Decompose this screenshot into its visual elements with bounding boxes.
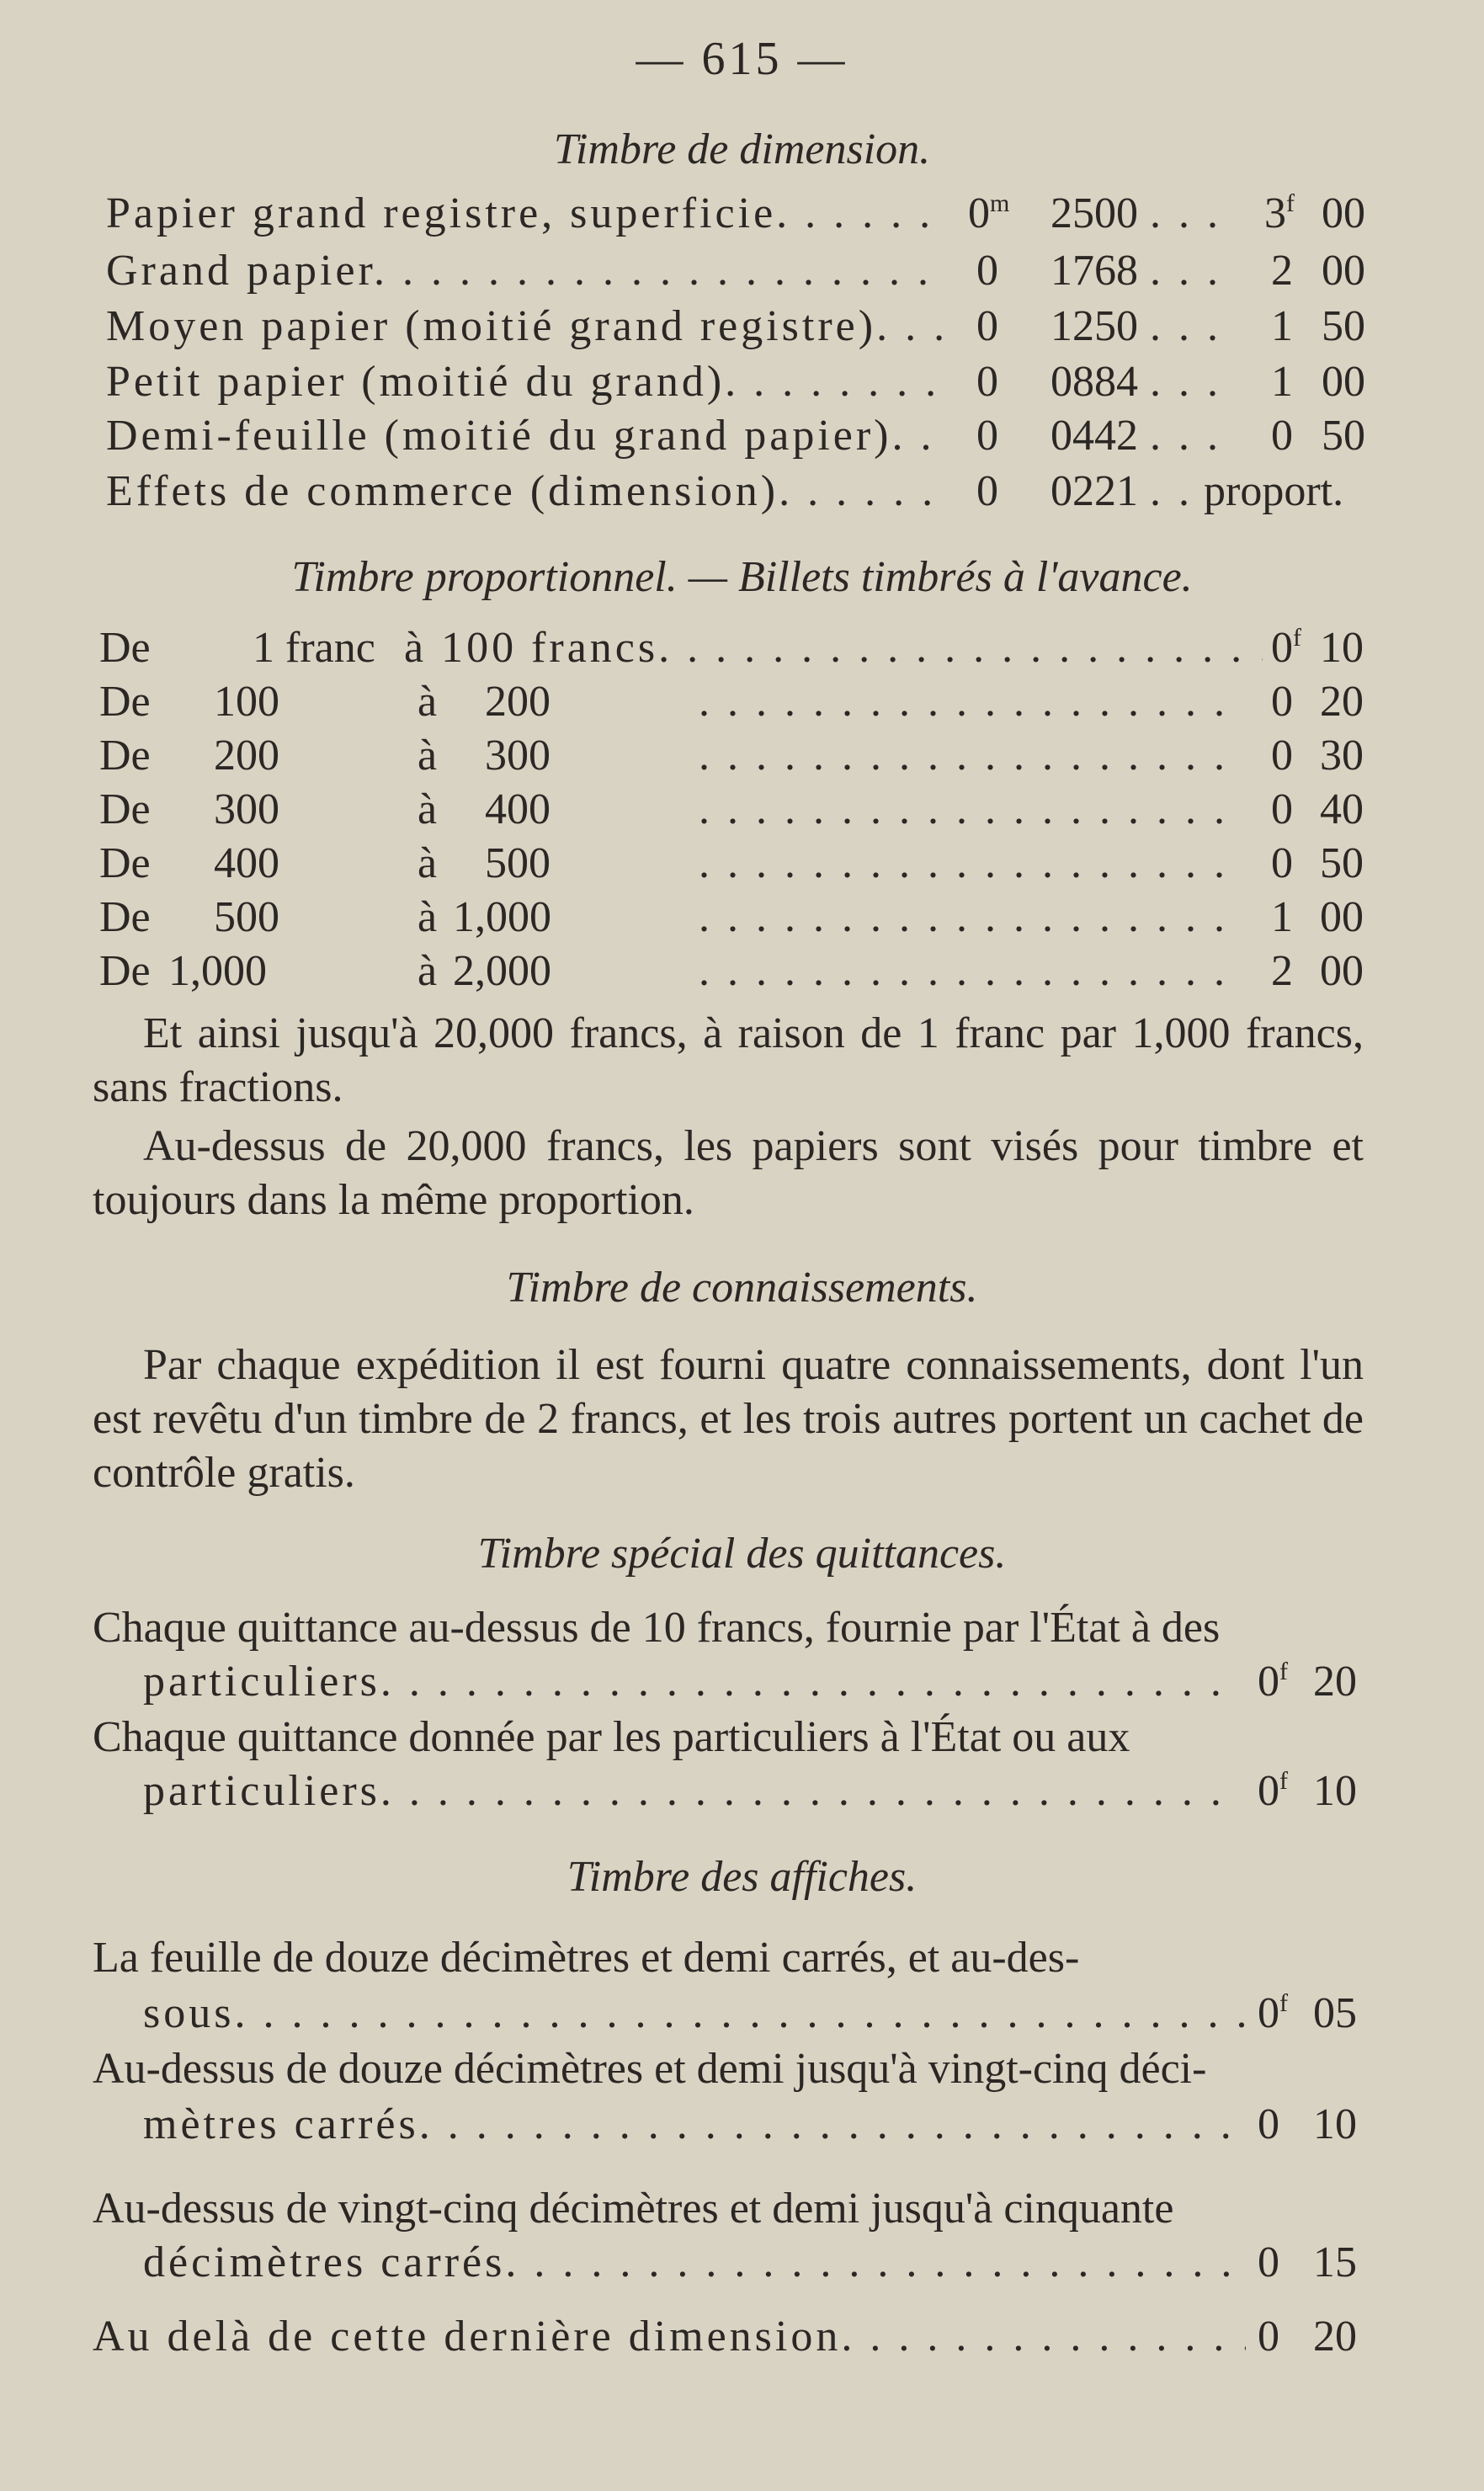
row-label: Demi-feuille (moitié du grand papier) . . . — [106, 409, 948, 463]
quittance-line — [0, 1601, 1484, 1655]
price-dec: 50 — [1322, 412, 1365, 460]
price-int: 0 — [1271, 624, 1293, 672]
de-word: De — [99, 732, 151, 780]
heading-timbre-connaissements: Timbre de connaissements. — [506, 1264, 978, 1312]
price-int: 1 — [1271, 893, 1293, 941]
price-int: 1 — [1271, 302, 1293, 350]
to-amount: 300 — [485, 732, 551, 780]
price-dec: 15 — [1313, 2238, 1357, 2286]
tariff-row — [0, 621, 1484, 675]
row-label: Petit papier (moitié du grand) . . . — [106, 355, 948, 409]
price-unit: f — [1293, 624, 1301, 652]
price-dec: 00 — [1322, 189, 1365, 237]
paragraph-au-dessus: Au-dessus de 20,000 francs, les papiers sont visés pour timbre et toujours dans la même proportion. — [93, 1122, 1364, 1224]
size-int: 0 — [976, 247, 998, 295]
tariff-row — [0, 945, 1484, 998]
price-int: 0 — [1271, 732, 1293, 780]
heading-timbre-quittances: Timbre spécial des quittances. — [477, 1530, 1007, 1578]
paragraph-connaissements: Par chaque expédition il est fourni quatre connaissements, dont l'un est revêtu d'un timbre de 2 francs, et les trois autres portent un cachet de contrôle gratis. — [93, 1341, 1364, 1497]
heading-timbre-proportionnel: Timbre proportionnel. — Billets timbrés à l'avance. — [291, 553, 1193, 601]
quittance-line — [0, 1711, 1484, 1764]
de-word: De — [99, 678, 151, 726]
to-word: à — [404, 624, 428, 672]
dimension-row: Effets de commerce (dimension) . . . 0 0221 . . proport. — [0, 465, 1484, 519]
price-text: proport. — [1204, 467, 1344, 515]
price-dec: 00 — [1322, 358, 1365, 406]
size-int: 0 — [976, 358, 998, 406]
dimension-row: Petit papier (moitié du grand) . . . 0 0884 . . . 1 00 — [0, 355, 1484, 409]
size-dec: 2500 — [1051, 189, 1138, 237]
price-dec: 50 — [1320, 839, 1364, 887]
quittance-text: Chaque quittance au-dessus de 10 francs, fournie par l'État à des — [93, 1604, 1221, 1652]
row-label: Moyen papier (moitié grand registre) . . . — [106, 300, 948, 354]
from-amount: 300 — [214, 785, 279, 833]
price-dec: 10 — [1313, 1767, 1357, 1815]
affiche-last-label: Au delà de cette dernière dimension . . . — [93, 2310, 1246, 2364]
to-word: à — [418, 893, 438, 941]
price-int: 2 — [1271, 247, 1293, 295]
dimension-row: Demi-feuille (moitié du grand papier) . . . 0 0442 . . . 0 50 — [0, 409, 1484, 463]
de-word: De — [99, 893, 151, 941]
page-number: — 615 — — [636, 33, 848, 85]
price-dec: 30 — [1320, 732, 1364, 780]
price-int: 0 — [1258, 2313, 1279, 2361]
quittance-text: Chaque quittance donnée par les particuliers à l'État ou aux — [93, 1713, 1130, 1761]
quittance-line — [0, 1764, 1484, 1818]
affiche-continuation: sous . . . — [143, 1987, 1246, 2041]
size-dec: 0221 — [1051, 467, 1138, 515]
from-amount: 200 — [214, 732, 279, 780]
row-label: Grand papier . . . — [106, 244, 948, 298]
quittance-continuation: particuliers . . . — [143, 1764, 1237, 1818]
size-dec: 0884 — [1051, 358, 1138, 406]
price-unit: f — [1279, 1989, 1288, 2017]
affiche-text: La feuille de douze décimètres et demi carrés, et au-des- — [93, 1934, 1080, 1982]
tariff-row — [0, 729, 1484, 783]
to-word: à — [418, 678, 438, 726]
price-int: 0 — [1258, 2238, 1279, 2286]
size-int: 0 — [976, 302, 998, 350]
price-unit: f — [1286, 189, 1295, 217]
affiche-line — [0, 1987, 1484, 2041]
dimension-row: Moyen papier (moitié grand registre) . . . 0 1250 . . . 1 50 — [0, 300, 1484, 354]
row-label: Papier grand registre, superficie . . . — [106, 187, 948, 241]
affiche-text: Au-dessus de vingt-cinq décimètres et demi jusqu'à cinquante — [93, 2185, 1174, 2233]
price-int: 0 — [1258, 1658, 1279, 1706]
affiche-line — [0, 1931, 1484, 1985]
affiche-line — [0, 2236, 1484, 2290]
from-amount: 400 — [214, 839, 279, 887]
price-dec: 05 — [1313, 1989, 1357, 2037]
tariff-row — [0, 837, 1484, 891]
price-dec: 20 — [1313, 1658, 1357, 1706]
dimension-row: Grand papier . . . 0 1768 . . . 2 00 — [0, 244, 1484, 298]
affiche-last-line — [0, 2310, 1484, 2364]
price-dec: 10 — [1320, 624, 1364, 672]
to-word: à — [418, 785, 438, 833]
to-word: à — [418, 839, 438, 887]
quittance-continuation: particuliers . . . — [143, 1655, 1237, 1709]
dimension-row: Papier grand registre, superficie . . . 0$^m$ 2500 . . . 3$^f$ 00 — [0, 187, 1484, 241]
to-word: à — [418, 732, 438, 780]
size-int: 0 — [976, 467, 998, 515]
to-amount: 500 — [485, 839, 551, 887]
price-unit: f — [1279, 1767, 1288, 1795]
from-amount: 1 franc — [253, 624, 375, 672]
price-int: 0 — [1258, 2100, 1279, 2148]
affiche-line — [0, 2182, 1484, 2236]
to-word: à — [418, 947, 438, 995]
price-dec: 50 — [1322, 302, 1365, 350]
price-int: 0 — [1258, 1767, 1279, 1815]
heading-timbre-affiches: Timbre des affiches. — [566, 1853, 918, 1901]
row-label: Effets de commerce (dimension) . . . — [106, 465, 948, 519]
de-word: De — [99, 839, 151, 887]
affiche-line — [0, 2042, 1484, 2096]
affiche-text: Au-dessus de douze décimètres et demi jusqu'à vingt-cinq déci- — [93, 2045, 1207, 2093]
heading-timbre-dimension: Timbre de dimension. — [553, 125, 931, 173]
price-dec: 10 — [1313, 2100, 1357, 2148]
affiche-line — [0, 2098, 1484, 2152]
to-amount: 400 — [485, 785, 551, 833]
size-dec: 0442 — [1051, 412, 1138, 460]
affiche-continuation: mètres carrés . . . — [143, 2098, 1246, 2152]
price-dec: 40 — [1320, 785, 1364, 833]
to-amount: 100 francs — [441, 624, 659, 672]
tariff-row — [0, 783, 1484, 837]
size-dec: 1250 — [1051, 302, 1138, 350]
size-int: 0 — [976, 412, 998, 460]
size-unit: m — [990, 189, 1010, 217]
affiche-continuation: décimètres carrés . . . — [143, 2236, 1246, 2290]
de-word: De — [99, 947, 151, 995]
size-int: 0 — [968, 189, 990, 237]
price-int: 0 — [1271, 412, 1293, 460]
from-amount: 1,000 — [168, 947, 267, 995]
price-int: 2 — [1271, 947, 1293, 995]
de-word: De — [99, 785, 151, 833]
price-unit: f — [1279, 1658, 1288, 1685]
price-dec: 20 — [1320, 678, 1364, 726]
price-dec: 20 — [1313, 2313, 1357, 2361]
tariff-row — [0, 891, 1484, 945]
price-dec: 00 — [1322, 247, 1365, 295]
to-amount: 2,000 — [453, 947, 551, 995]
from-amount: 100 — [214, 678, 279, 726]
price-dec: 00 — [1320, 893, 1364, 941]
size-dec: 1768 — [1051, 247, 1138, 295]
price-dec: 00 — [1320, 947, 1364, 995]
from-amount: 500 — [214, 893, 279, 941]
to-amount: 200 — [485, 678, 551, 726]
to-amount: 1,000 — [453, 893, 551, 941]
price-int: 0 — [1258, 1989, 1279, 2037]
price-int: 0 — [1271, 839, 1293, 887]
tariff-row — [0, 675, 1484, 729]
price-int: 0 — [1271, 785, 1293, 833]
paragraph-et-ainsi: Et ainsi jusqu'à 20,000 francs, à raison de 1 franc par 1,000 francs, sans fractions. — [93, 1009, 1364, 1111]
price-int: 1 — [1271, 358, 1293, 406]
quittance-line — [0, 1655, 1484, 1709]
price-int: 0 — [1271, 678, 1293, 726]
price-int: 3 — [1264, 189, 1286, 237]
de-word: De — [99, 624, 151, 672]
